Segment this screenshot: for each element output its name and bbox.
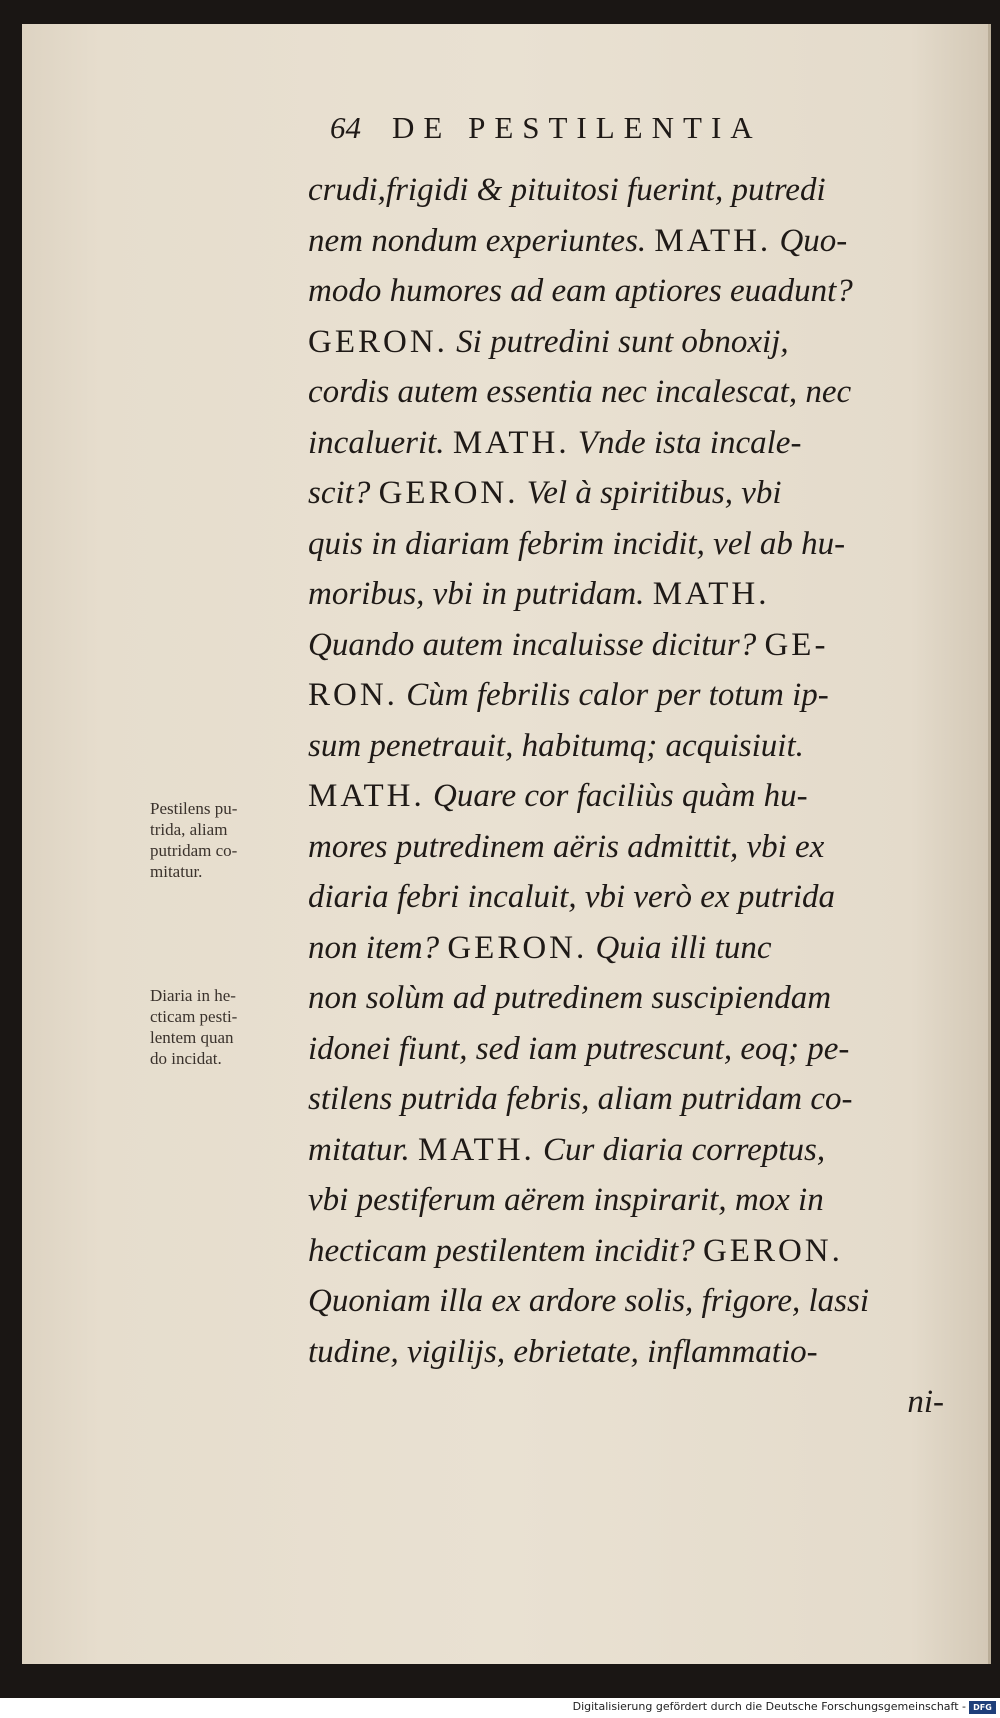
speaker-name: MATH. — [652, 576, 770, 612]
text-line — [308, 266, 948, 317]
line-text: cordis autem essentia nec incalescat, nec — [308, 374, 852, 410]
page-number: 64 — [330, 110, 361, 145]
line-text: non item? — [308, 929, 448, 966]
text-line — [308, 721, 948, 772]
line-text: sum penetrauit, habitumq; acquisiuit. — [308, 727, 804, 764]
line-text: Quando autem incaluisse dicitur? — [308, 626, 765, 663]
dfg-logo-icon: DFG — [969, 1701, 996, 1714]
text-line — [308, 973, 948, 1024]
line-text: stilens putrida febris, aliam putridam co- — [308, 1081, 853, 1117]
text-line — [308, 872, 948, 923]
speaker-name: MATH. — [308, 778, 425, 814]
line-text: mitatur. — [308, 1131, 419, 1168]
line-text: Cur diaria correptus, — [534, 1131, 826, 1168]
line-text: incaluerit. — [308, 424, 453, 461]
margin-note-2 — [150, 985, 302, 1069]
speaker-name: MATH. — [452, 424, 570, 461]
line-text: Vel à spiritibus, vbi — [518, 475, 782, 511]
line-text: Quoniam illa ex ardore solis, frigore, lassi — [308, 1283, 869, 1319]
line-text: vbi pestiferum aërem inspirarit, mox in — [308, 1182, 824, 1218]
text-line — [308, 519, 948, 570]
text-line — [308, 569, 948, 620]
text-line — [308, 317, 948, 368]
text-line — [308, 620, 948, 671]
text-line — [308, 1024, 948, 1075]
margin-note-1 — [150, 798, 302, 882]
line-text: quis in diariam febrim incidit, vel ab hu- — [308, 525, 846, 562]
margin-note-line: Pestilens pu- — [150, 799, 238, 818]
line-text: mores putredinem aëris admittit, vbi ex — [308, 828, 825, 865]
text-line — [308, 367, 948, 418]
line-text: Quia illi tunc — [587, 929, 772, 966]
speaker-name: GERON. — [702, 1232, 843, 1269]
margin-note-line: trida, aliam — [150, 820, 228, 839]
running-title: DE PESTILENTIA — [392, 110, 762, 145]
text-line — [308, 771, 948, 822]
line-text: scit? — [308, 475, 379, 511]
text-line — [308, 1377, 948, 1428]
line-text: moribus, vbi in putridam. — [308, 576, 653, 612]
text-line — [308, 923, 948, 974]
speaker-name: MATH. — [418, 1131, 535, 1168]
margin-note-line: mitatur. — [150, 862, 203, 881]
line-text: modo humores ad eam aptiores euadunt? — [308, 273, 853, 309]
line-text: crudi,frigidi & pituitosi fuerint, putredi — [308, 172, 826, 208]
line-text: non solùm ad putredinem suscipiendam — [308, 980, 832, 1016]
line-text: hecticam pestilentem incidit? — [308, 1232, 703, 1269]
line-text: idonei fiunt, sed iam putrescunt, eoq; pe- — [308, 1030, 850, 1067]
speaker-name: GE- — [764, 626, 829, 663]
text-line — [308, 822, 948, 873]
text-line — [308, 418, 948, 469]
margin-note-line: lentem quan — [150, 1028, 234, 1047]
body-text — [308, 165, 948, 1428]
speaker-name: GERON. — [378, 475, 519, 511]
line-text: Cùm febrilis calor per totum ip- — [397, 677, 829, 713]
footer-bar — [0, 1699, 1000, 1718]
text-line — [308, 1226, 948, 1277]
line-text: diaria febri incaluit, vbi verò ex putrida — [308, 879, 836, 915]
text-line — [308, 1175, 948, 1226]
speaker-name: RON. — [308, 677, 398, 713]
text-line — [308, 1327, 948, 1378]
page-header — [330, 110, 870, 150]
line-text: Quare cor faciliùs quàm hu- — [424, 778, 808, 814]
line-text: ni- — [907, 1384, 944, 1420]
speaker-name: GERON. — [308, 323, 448, 360]
margin-note-line: Diaria in he- — [150, 986, 236, 1005]
text-line — [308, 670, 948, 721]
text-line — [308, 165, 948, 216]
text-line — [308, 1125, 948, 1176]
text-line — [308, 216, 948, 267]
line-text: nem nondum experiuntes. — [308, 222, 655, 259]
speaker-name: GERON. — [447, 929, 588, 966]
text-line — [308, 1074, 948, 1125]
speaker-name: MATH. — [654, 222, 772, 259]
margin-note-line: do incidat. — [150, 1049, 222, 1068]
line-text: Quo- — [771, 222, 848, 259]
margin-note-line: cticam pesti- — [150, 1007, 238, 1026]
footer-credit: Digitalisierung gefördert durch die Deutsche Forschungsgemeinschaft - — [572, 1700, 966, 1713]
line-text: tudine, vigilijs, ebrietate, inflammatio- — [308, 1333, 818, 1370]
line-text: Si putredini sunt obnoxij, — [447, 323, 789, 360]
text-line — [308, 1276, 948, 1327]
margin-note-line: putridam co- — [150, 841, 238, 860]
line-text: Vnde ista incale- — [569, 424, 802, 461]
text-line — [308, 468, 948, 519]
